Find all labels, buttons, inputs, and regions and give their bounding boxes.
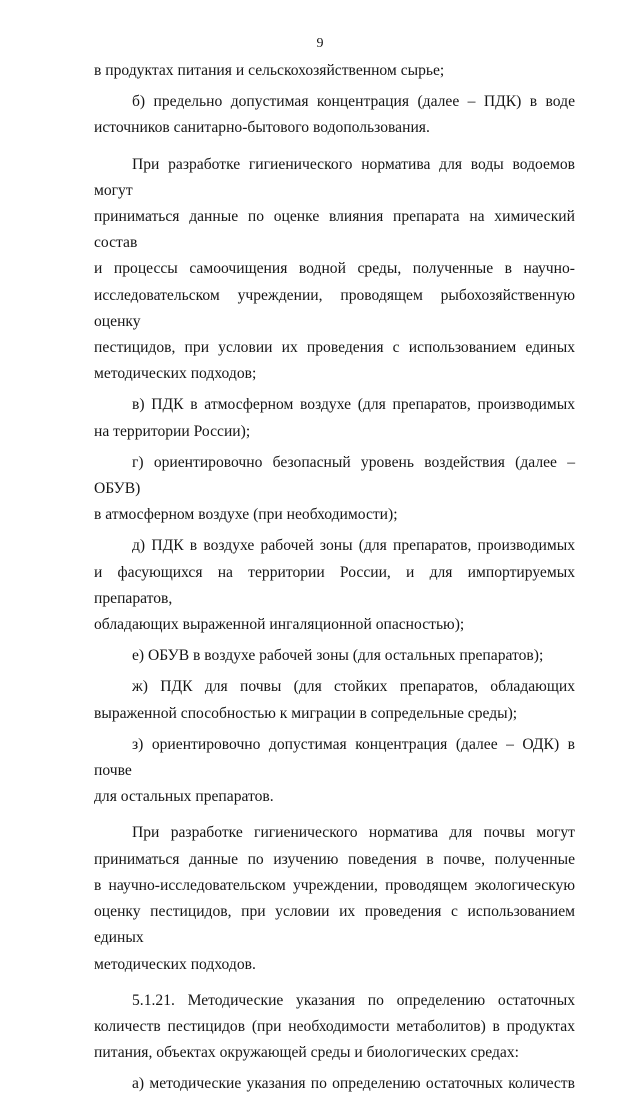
text-line: и процессы самоочищения водной среды, полученные в научно- (94, 260, 575, 278)
paragraph-item-v (94, 392, 575, 444)
paragraph-item-zh (94, 674, 575, 726)
text-line: ж) ПДК для почвы (для стойких препаратов, обладающих (132, 678, 575, 696)
text-line: выраженной способностью к миграции в сопредельные среды); (94, 704, 518, 722)
paragraph-item-e (94, 643, 575, 669)
text-line: б) предельно допустимая концентрация (далее – ПДК) в воде (132, 93, 575, 111)
paragraph-soil-norm (94, 820, 575, 977)
text-line: на территории России); (94, 422, 251, 440)
text-line: методических подходов; (94, 365, 257, 383)
text-line: а) методические указания по определению остаточных количеств (132, 1075, 575, 1093)
text-line: питания, объектах окружающей среды и биологических средах: (94, 1044, 519, 1062)
text-line: в атмосферном воздухе (при необходимости); (94, 506, 398, 524)
paragraph-item-d (94, 533, 575, 638)
text-line: приниматься данные по изучению поведения в почве, полученные (94, 850, 575, 868)
text-line: При разработке гигиенического норматива для воды водоемов могут (94, 155, 575, 199)
text-line: исследовательском учреждении, проводящем рыбохозяйственную оценку (94, 286, 575, 330)
text-line: методических подходов. (94, 955, 256, 973)
text-line: 5.1.21. Методические указания по определению остаточных (132, 991, 575, 1009)
text-line: г) ориентировочно безопасный уровень воздействия (далее – ОБУВ) (94, 453, 575, 498)
paragraph-item-a (94, 1071, 575, 1097)
text-line: е) ОБУВ в воздухе рабочей зоны (для остальных препаратов); (132, 647, 544, 665)
text-line: количеств пестицидов (при необходимости метаболитов) в продуктах (94, 1017, 575, 1035)
text-line: д) ПДК в воздухе рабочей зоны (для препаратов, производимых (132, 537, 575, 555)
paragraph-section-5-1-21 (94, 988, 575, 1067)
text-line: источников санитарно-бытового водопользования. (94, 119, 430, 137)
text-line: в научно-исследовательском учреждении, проводящем экологическую (94, 876, 575, 894)
paragraph-item-g (94, 450, 575, 529)
text-line: оценку пестицидов, при условии их проведения с использованием единых (94, 903, 575, 947)
text-line: пестицидов, при условии их проведения с использованием единых (94, 339, 575, 357)
text-line: в продуктах питания и сельскохозяйственном сырье; (94, 62, 445, 79)
paragraph-item-z (94, 732, 575, 811)
text-line: обладающих выраженной ингаляционной опасностью); (94, 616, 465, 634)
text-line: з) ориентировочно допустимая концентрация (далее – ОДК) в почве (94, 735, 575, 780)
paragraph-water-norm (94, 152, 575, 388)
text-line: для остальных препаратов. (94, 788, 274, 806)
paragraph-item-b (94, 89, 575, 141)
text-line: При разработке гигиенического норматива для почвы могут (132, 824, 575, 842)
page-number: 9 (316, 36, 324, 51)
text-line: приниматься данные по оценке влияния препарата на химический состав (94, 208, 575, 252)
text-line: в) ПДК в атмосферном воздухе (для препаратов, производимых (132, 396, 575, 414)
document-body (94, 58, 575, 1098)
paragraph-continuation (94, 58, 575, 84)
text-line: и фасующихся на территории России, и для импортируемых препаратов, (94, 563, 575, 607)
